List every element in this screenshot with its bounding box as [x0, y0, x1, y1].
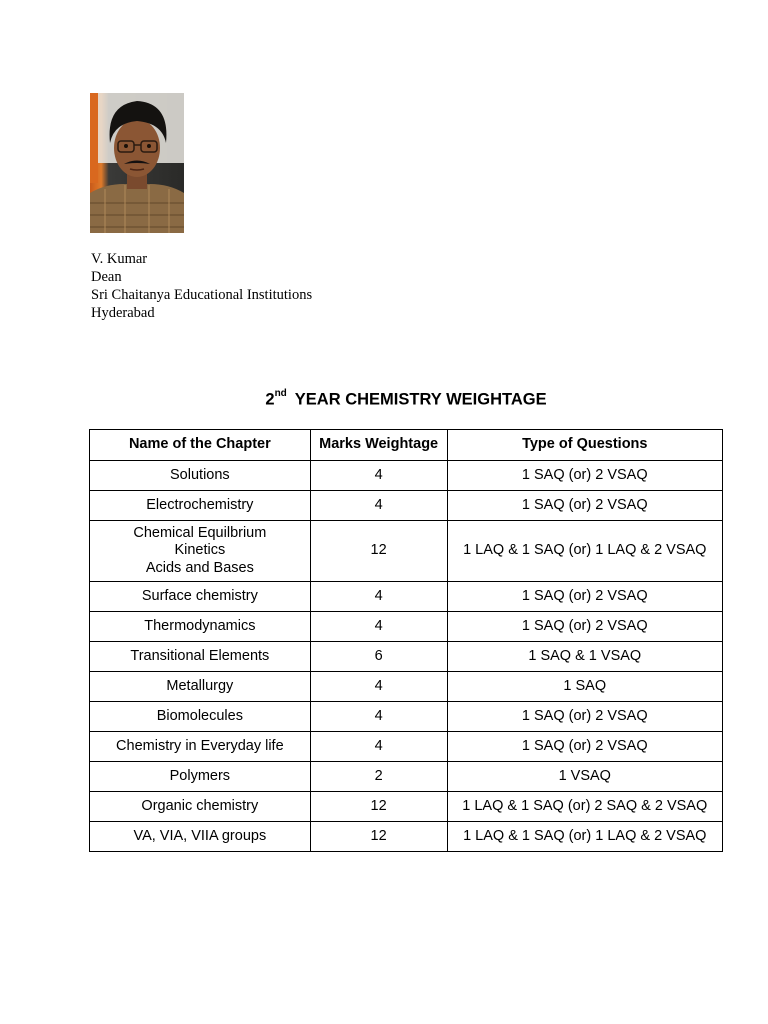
- table-row: [90, 792, 723, 822]
- author-organization: Sri Chaitanya Educational Institutions: [91, 287, 313, 303]
- title-text: YEAR CHEMISTRY WEIGHTAGE: [294, 390, 547, 409]
- chapter-cell: Surface chemistry: [90, 582, 311, 612]
- marks-cell: 4: [310, 612, 447, 642]
- author-designation: Dean: [91, 269, 122, 285]
- table-row: [90, 732, 723, 762]
- table-row: [90, 521, 723, 582]
- marks-cell: 6: [310, 642, 447, 672]
- chapter-cell: Organic chemistry: [90, 792, 311, 822]
- title-ordinal-number: 2: [265, 390, 275, 409]
- author-portrait-photo: [90, 93, 184, 233]
- author-city: Hyderabad: [91, 305, 155, 321]
- chapter-cell: Thermodynamics: [90, 612, 311, 642]
- questions-cell: 1 SAQ: [447, 672, 722, 702]
- marks-cell: 4: [310, 461, 447, 491]
- chemistry-weightage-table: [89, 429, 723, 852]
- chapter-cell: Metallurgy: [90, 672, 311, 702]
- portrait-image: [90, 93, 184, 233]
- page-title: [0, 390, 768, 410]
- marks-cell: 2: [310, 762, 447, 792]
- header-chapter: Name of the Chapter: [90, 430, 311, 461]
- questions-cell: 1 SAQ (or) 2 VSAQ: [447, 582, 722, 612]
- marks-cell: 4: [310, 702, 447, 732]
- questions-cell: 1 LAQ & 1 SAQ (or) 1 LAQ & 2 VSAQ: [447, 822, 722, 852]
- table-row: [90, 672, 723, 702]
- marks-cell: 4: [310, 672, 447, 702]
- marks-cell: 12: [310, 822, 447, 852]
- header-questions: Type of Questions: [447, 430, 722, 461]
- table-row: [90, 822, 723, 852]
- questions-cell: 1 SAQ (or) 2 VSAQ: [447, 702, 722, 732]
- author-block: [91, 250, 312, 322]
- questions-cell: 1 LAQ & 1 SAQ (or) 2 SAQ & 2 VSAQ: [447, 792, 722, 822]
- marks-cell: 12: [310, 792, 447, 822]
- chapter-cell: Chemical Equilbrium Kinetics Acids and Bases: [90, 521, 311, 582]
- questions-cell: 1 LAQ & 1 SAQ (or) 1 LAQ & 2 VSAQ: [447, 521, 722, 582]
- chapter-cell: Biomolecules: [90, 702, 311, 732]
- table-row: [90, 702, 723, 732]
- questions-cell: 1 SAQ & 1 VSAQ: [447, 642, 722, 672]
- table-row: [90, 491, 723, 521]
- table-row: [90, 762, 723, 792]
- questions-cell: 1 SAQ (or) 2 VSAQ: [447, 612, 722, 642]
- table-row: [90, 612, 723, 642]
- author-name: V. Kumar: [91, 251, 148, 267]
- chapter-cell: Solutions: [90, 461, 311, 491]
- chapter-cell: Transitional Elements: [90, 642, 311, 672]
- questions-cell: 1 VSAQ: [447, 762, 722, 792]
- marks-cell: 4: [310, 732, 447, 762]
- table-row: [90, 461, 723, 491]
- title-ordinal-suffix: nd: [274, 388, 287, 399]
- marks-cell: 4: [310, 582, 447, 612]
- chapter-cell: Electrochemistry: [90, 491, 311, 521]
- chapter-cell: Chemistry in Everyday life: [90, 732, 311, 762]
- chapter-cell: Polymers: [90, 762, 311, 792]
- table-header-row: [90, 430, 723, 461]
- questions-cell: 1 SAQ (or) 2 VSAQ: [447, 491, 722, 521]
- header-marks: Marks Weightage: [310, 430, 447, 461]
- marks-cell: 12: [310, 521, 447, 582]
- table-row: [90, 642, 723, 672]
- chapter-cell: VA, VIA, VIIA groups: [90, 822, 311, 852]
- marks-cell: 4: [310, 491, 447, 521]
- table-row: [90, 582, 723, 612]
- questions-cell: 1 SAQ (or) 2 VSAQ: [447, 732, 722, 762]
- questions-cell: 1 SAQ (or) 2 VSAQ: [447, 461, 722, 491]
